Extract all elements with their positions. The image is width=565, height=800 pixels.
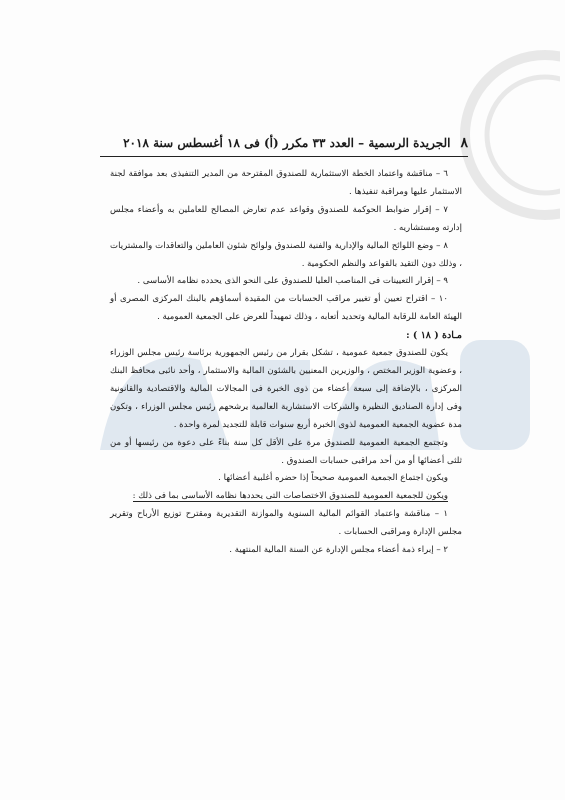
document-body (110, 166, 462, 560)
paragraph: ٦ – مناقشة واعتماد الخطة الاستثمارية للصندوق المقترحة من المدير التنفيذى بعد موافقة لجنة الاستثمار عليها ومراقبة تنفيذها . (110, 169, 462, 197)
paragraph: ويكون اجتماع الجمعية العمومية صحيحاً إذا حضره أغلبية أعضائها . (218, 473, 448, 484)
paragraph: ٨ – وضع اللوائح المالية والإدارية والفنية للصندوق ولوائح شئون العاملين والتعاقدات والمشتريات ، وذلك دون التقيد بالقواعد والنظم الحكومية . (110, 240, 462, 269)
paragraph (110, 488, 462, 506)
page-number: ٨ (460, 135, 468, 151)
header-divider (100, 156, 468, 157)
seal-watermark (455, 45, 560, 225)
paragraph: يكون للصندوق جمعية عمومية ، تشكل بقرار من رئيس الجمهورية برئاسة رئيس مجلس الوزراء ، وعضوية الوزير المختص ، والوزيرين المعنيين بالشئون المالية والاستثمار ، وأحد نائبى محافظ البنك المركزى ، بالإضافة إلى سبعة أعضاء من ذوى الخبرة فى المجالات المالية والاقتصادية والقانونية وفى إدارة الصناديق النظيرة والشركات الاستشارية العالمية يرشحهم رئيس مجلس الوزراء ، وتكون مدة عضوية الجمعية العمومية لذوى الخبرة أربع سنوات قابلة للتجديد لمرة واحدة . (110, 348, 462, 430)
paragraph: ٧ – إقرار ضوابط الحوكمة للصندوق وقواعد عدم تعارض المصالح للعاملين به وأعضاء مجلس إدارته ومستشاريه . (110, 204, 462, 233)
paragraph: ٩ – إقرار التعيينات فى المناصب العليا للصندوق على النحو الذى يحدده نظامه الأساسى . (137, 276, 448, 287)
paragraph: ٢ – إبراء ذمة أعضاء مجلس الإدارة عن السنة المالية المنتهية . (229, 545, 448, 556)
paragraph: ١٠ – اقتراح تعيين أو تغيير مراقب الحسابات من المقيدة أسماؤهم بالبنك المركزى المصرى أو الهيئة العامة للرقابة المالية وتحديد أتعابه ، وذلك تمهيداً للعرض على الجمعية العمومية . (110, 294, 462, 323)
article-heading: مـادة ( ١٨ ) : (406, 330, 462, 342)
underlined-text: ويكون للجمعية العمومية للصندوق الاختصاصات التى يحددها نظامه الأساسى بما فى ذلك : (132, 491, 448, 502)
paragraph: وتجتمع الجمعية العمومية للصندوق مرة على الأقل كل سنة بناءً على دعوة من رئيسها أو من ثلثى أعضائها أو من أحد مراقبى حسابات الصندوق . (110, 437, 462, 466)
gazette-title: الجريدة الرسمية – العدد ٣٣ مكرر (أ) فى ١٨ أغسطس سنة ٢٠١٨ (123, 136, 451, 150)
paragraph: ١ – مناقشة واعتماد القوائم المالية السنوية والموازنة التقديرية ومقترح توزيع الأرباح وتقرير مجلس الإدارة ومراقبى الحسابات . (110, 509, 462, 538)
page-header (100, 132, 468, 154)
